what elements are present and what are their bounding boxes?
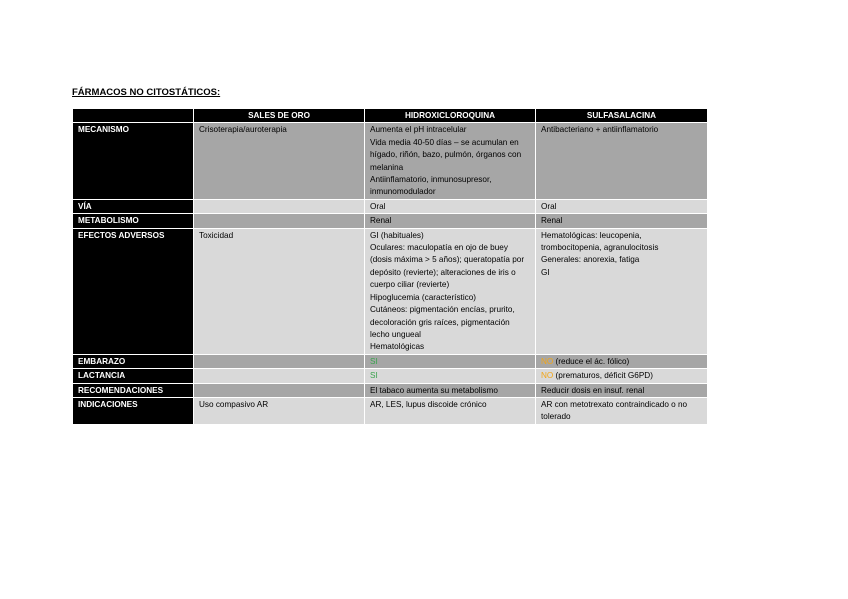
row-label: RECOMENDACIONES (73, 383, 194, 397)
header-corner (73, 109, 194, 123)
row-label: VÍA (73, 199, 194, 213)
table-cell: AR, LES, lupus discoide crónico (365, 397, 536, 424)
table-cell: Toxicidad (194, 228, 365, 354)
table-cell: AR con metotrexato contraindicado o no tolerado (536, 397, 708, 424)
table-cell: El tabaco aumenta su metabolismo (365, 383, 536, 397)
table-cell (194, 354, 365, 368)
table-cell: Oral (536, 199, 708, 213)
table-row (73, 228, 708, 354)
si-badge: SI (370, 356, 378, 366)
column-header: SULFASALACINA (536, 109, 708, 123)
table-row (73, 123, 708, 199)
table-cell: Oral (365, 199, 536, 213)
table-cell (365, 369, 536, 383)
table-cell: Antibacteriano + antiinflamatorio (536, 123, 708, 199)
table-cell: Reducir dosis en insuf. renal (536, 383, 708, 397)
row-label: EMBARAZO (73, 354, 194, 368)
column-header: HIDROXICLOROQUINA (365, 109, 536, 123)
column-header: SALES DE ORO (194, 109, 365, 123)
table-row (73, 214, 708, 228)
table-cell: NO (prematuros, déficit G6PD) (536, 369, 708, 383)
table-cell (194, 199, 365, 213)
row-label: EFECTOS ADVERSOS (73, 228, 194, 354)
header-row (73, 109, 708, 123)
table-row (73, 383, 708, 397)
table-cell: GI (habituales) Oculares: maculopatía en ojo de buey (dosis máxima > 5 años); queratopatía por depósito (revierte); alteraciones de iris o cuerpo ciliar (revierte) Hipoglucemia (característico) Cutáneos: pigmentación encías, prurito, decoloración gris raíces, pigmentación lecho ungueal Hematológicas (365, 228, 536, 354)
table-cell: Crisoterapia/auroterapia (194, 123, 365, 199)
no-badge: NO (541, 371, 554, 381)
si-badge: SI (370, 371, 378, 381)
row-label: METABOLISMO (73, 214, 194, 228)
table-cell: Hematológicas: leucopenia, trombocitopenia, agranulocitosis Generales: anorexia, fatiga GI (536, 228, 708, 354)
table-row (73, 199, 708, 213)
no-badge: NO (541, 356, 554, 366)
table-row (73, 397, 708, 424)
table-row (73, 354, 708, 368)
table-cell: Uso compasivo AR (194, 397, 365, 424)
table-cell: NO (reduce el ác. fólico) (536, 354, 708, 368)
row-label: INDICACIONES (73, 397, 194, 424)
drug-table (72, 108, 708, 425)
table-cell (194, 214, 365, 228)
row-label: LACTANCIA (73, 369, 194, 383)
table-cell: Renal (536, 214, 708, 228)
table-cell (365, 354, 536, 368)
page-title: FÁRMACOS NO CITOSTÁTICOS: (72, 87, 221, 98)
row-label: MECANISMO (73, 123, 194, 199)
table-cell: Aumenta el pH intracelular Vida media 40-50 días – se acumulan en hígado, riñón, bazo, pulmón, órganos con melanina Antiinflamatorio, inmunosupresor, inmunomodulador (365, 123, 536, 199)
table-cell (194, 383, 365, 397)
table-row (73, 369, 708, 383)
table-cell (194, 369, 365, 383)
table-cell: Renal (365, 214, 536, 228)
